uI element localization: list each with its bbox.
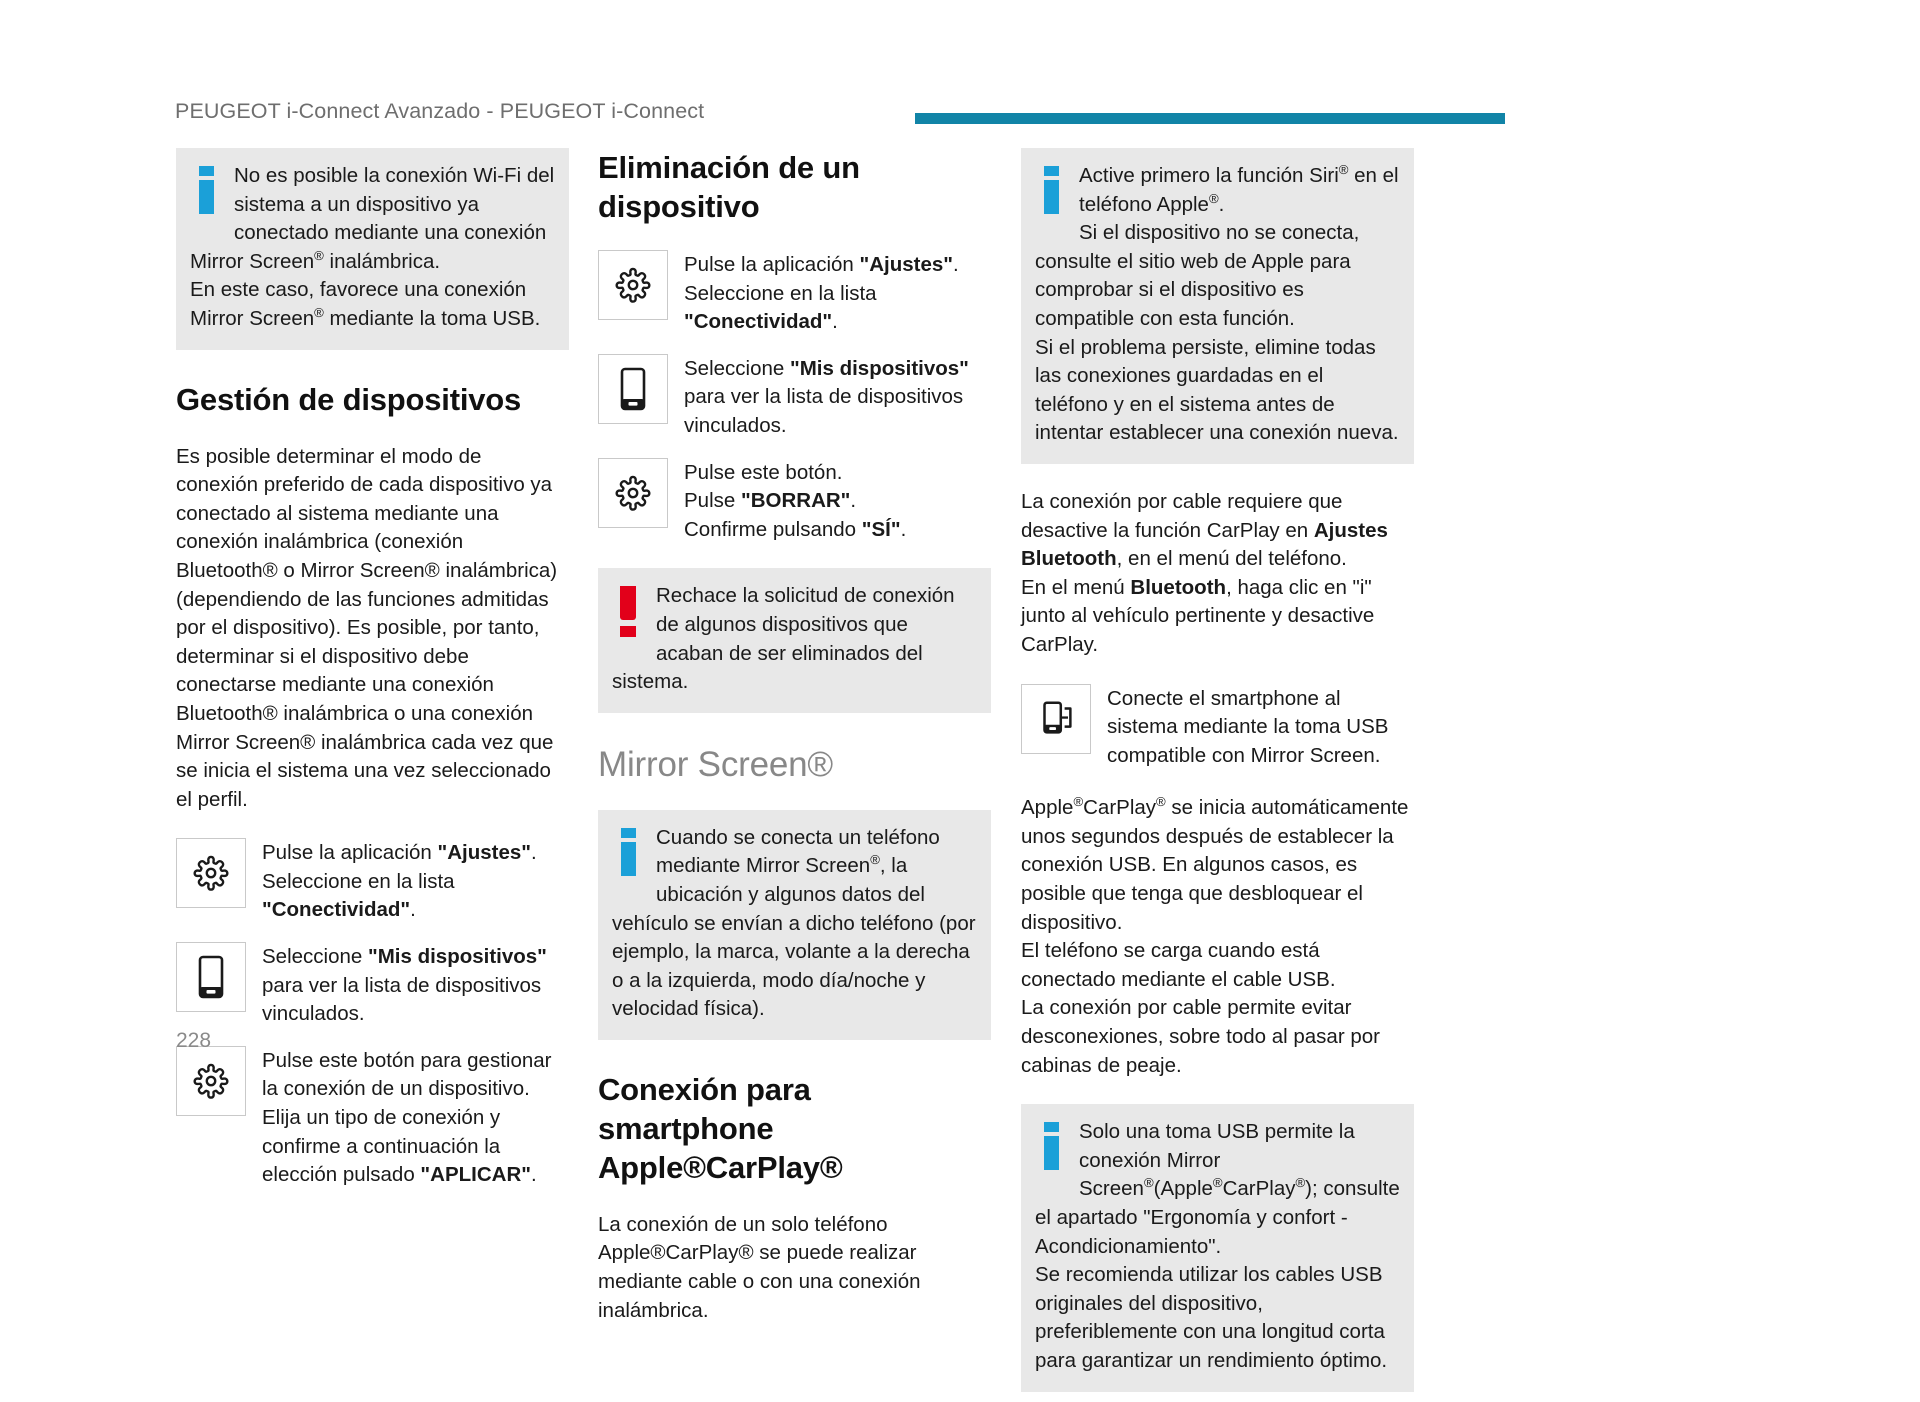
section-heading-carplay: Conexión para smartphone Apple®CarPlay®: [598, 1071, 843, 1185]
smartphone-icon-box[interactable]: [598, 354, 668, 424]
step-text: Pulse la aplicación "Ajustes". Seleccione en la lista "Conectividad".: [262, 841, 537, 922]
usb-smartphone-icon: [1033, 696, 1079, 742]
column3-paragraph-1: La conexión por cable requiere que desactive la función CarPlay en Ajustes Bluetooth, en el menú del teléfono. En el menú Bluetooth, haga clic en "i" junto al vehículo pertinente y desactive CarPlay.: [1021, 489, 1388, 656]
gear-icon-box[interactable]: [176, 838, 246, 908]
step-row: [598, 458, 991, 545]
info-icon: [192, 166, 226, 222]
step-row: [1021, 684, 1414, 771]
chapter-heading-mirror-screen: Mirror Screen®: [598, 744, 833, 784]
step-text: Pulse este botón. Pulse "BORRAR". Confirme pulsando "SÍ".: [684, 460, 907, 541]
gear-icon-box[interactable]: [176, 1046, 246, 1116]
note-text: Cuando se conecta un teléfono mediante Mirror Screen®, la ubicación y algunos datos del vehículo se envían a dicho teléfono (por ejemplo, la marca, volante a la derecha o a la izquierda, modo día/noche y velocidad física).: [612, 825, 976, 1021]
column1-paragraph: Es posible determinar el modo de conexión preferido de cada dispositivo ya conectado al sistema mediante una conexión inalámbrica (conexión Bluetooth® o Mirror Screen® inalámbrica) (dependiendo de las funciones admitidas por el dispositivo). Es posible, por tanto, determinar si el dispositivo debe conectarse mediante una conexión Bluetooth® inalámbrica o una conexión Mirror Screen® inalámbrica cada vez que se inicia el sistema una vez seleccionado el perfil.: [176, 444, 558, 811]
step-text: Seleccione "Mis dispositivos" para ver la lista de dispositivos vinculados.: [684, 356, 969, 437]
column2-paragraph: La conexión de un solo teléfono Apple®CarPlay® se puede realizar mediante cable o con una conexión inalámbrica.: [598, 1212, 921, 1322]
step-row: [176, 1046, 569, 1190]
column-3: [1021, 148, 1414, 1392]
page-number: 228: [176, 1029, 212, 1052]
gear-icon-box[interactable]: [598, 250, 668, 320]
note-text: Solo una toma USB permite la conexión Mirror Screen®(Apple®CarPlay®); consulte el apartado "Ergonomía y confort - Acondicionamiento". Se recomienda utilizar los cables USB originales del dispositivo, preferiblemente con una longitud corta para garantizar un rendimiento óptimo.: [1035, 1120, 1400, 1372]
column-2: [598, 148, 991, 1325]
note-box-siri: [1021, 148, 1414, 464]
note-text: No es posible la conexión Wi-Fi del sistema a un dispositivo ya conectado mediante una conexión Mirror Screen® inalámbrica. En este caso, favorece una conexión Mirror Screen® mediante la toma USB.: [190, 164, 555, 330]
note-box-usb: [1021, 1104, 1414, 1391]
header-rule: [915, 113, 1505, 124]
gear-icon: [611, 263, 655, 307]
warning-text: Rechace la solicitud de conexión de algunos dispositivos que acaban de ser eliminados del sistema.: [612, 584, 955, 694]
usb-smartphone-icon-box[interactable]: [1021, 684, 1091, 754]
step-text: Pulse la aplicación "Ajustes". Seleccione en la lista "Conectividad".: [684, 253, 959, 334]
column-1: [176, 148, 569, 1190]
smartphone-icon-box[interactable]: [176, 942, 246, 1012]
step-text: Seleccione "Mis dispositivos" para ver la lista de dispositivos vinculados.: [262, 945, 547, 1026]
info-icon: [614, 828, 648, 884]
step-row: [598, 250, 991, 337]
column3-paragraph-2: Apple®CarPlay® se inicia automáticamente unos segundos después de establecer la conexión USB. En algunos casos, es posible que tenga que desbloquear el dispositivo. El teléfono se carga cuando está conectado mediante el cable USB. La conexión por cable permite evitar desconexiones, sobre todo al pasar por cabinas de peaje.: [1021, 794, 1409, 1077]
note-text: Active primero la función Siri® en el teléfono Apple®. Si el dispositivo no se conecta, consulte el sitio web de Apple para comprobar si el dispositivo es compatible con esta función. Si el problema persiste, elimine todas las conexiones guardadas en el teléfono y en el sistema antes de intentar establecer una conexión nueva.: [1035, 162, 1399, 445]
step-row: [176, 942, 569, 1029]
step-text: Pulse este botón para gestionar la conexión de un dispositivo. Elija un tipo de conexión y confirme a continuación la elección pulsado "APLICAR".: [262, 1048, 552, 1187]
step-text: Conecte el smartphone al sistema mediante la toma USB compatible con Mirror Screen.: [1107, 686, 1389, 767]
warning-box-rechace: [598, 568, 991, 712]
step-row: [176, 838, 569, 925]
warning-icon: [614, 586, 648, 642]
smartphone-icon: [191, 954, 231, 1000]
info-icon: [1037, 1122, 1071, 1178]
smartphone-icon: [613, 366, 653, 412]
note-box-wifi: [176, 148, 569, 350]
note-box-mirror-screen: [598, 810, 991, 1040]
gear-icon: [189, 1059, 233, 1103]
step-row: [598, 354, 991, 441]
running-head: PEUGEOT i-Connect Avanzado - PEUGEOT i-Connect: [175, 99, 705, 123]
gear-icon: [189, 851, 233, 895]
gear-icon-box[interactable]: [598, 458, 668, 528]
info-icon: [1037, 166, 1071, 222]
gear-icon: [611, 471, 655, 515]
page-title: Gestión de dispositivos: [176, 381, 522, 417]
section-heading-eliminacion: Eliminación de un dispositivo: [598, 150, 860, 224]
